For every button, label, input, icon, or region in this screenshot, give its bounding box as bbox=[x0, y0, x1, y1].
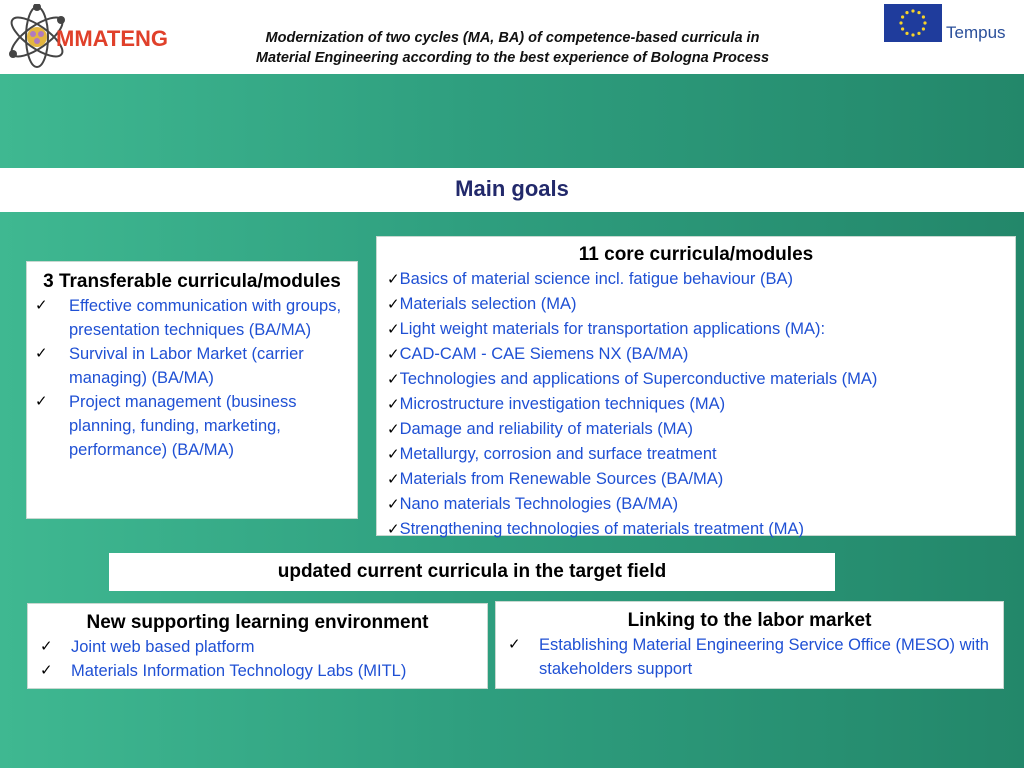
labor-market-list bbox=[496, 633, 1003, 681]
list-item: ✓ Effective communication with groups, presentation techniques (BA/MA) bbox=[27, 294, 357, 342]
check-icon: ✓ bbox=[387, 396, 400, 413]
check-icon: ✓ bbox=[387, 421, 400, 438]
check-icon: ✓ bbox=[40, 638, 53, 655]
labor-market-box bbox=[495, 601, 1004, 689]
project-title-line1: Modernization of two cycles (MA, BA) of competence-based curricula in bbox=[265, 30, 760, 46]
header-bar bbox=[0, 0, 1024, 74]
core-modules-list bbox=[377, 267, 1015, 542]
check-icon: ✓ bbox=[35, 345, 48, 362]
check-icon: ✓ bbox=[387, 496, 400, 513]
list-item: ✓ Joint web based platform bbox=[28, 635, 487, 659]
project-title-line2: Material Engineering according to the best experience of Bologna Process bbox=[255, 50, 770, 66]
check-icon: ✓ bbox=[35, 393, 48, 410]
check-icon: ✓ bbox=[387, 321, 400, 338]
check-icon: ✓ bbox=[387, 346, 400, 363]
list-item: ✓Strengthening technologies of materials treatment (MA) bbox=[387, 520, 805, 538]
updated-curricula-title: updated current curricula in the target field bbox=[277, 561, 667, 582]
supporting-environment-list bbox=[28, 635, 487, 683]
check-icon: ✓ bbox=[387, 296, 400, 313]
list-item: ✓Light weight materials for transportation applications (MA): bbox=[387, 320, 826, 338]
main-goals-title: Main goals bbox=[455, 176, 569, 201]
supporting-environment-box bbox=[27, 603, 488, 689]
list-item: ✓Technologies and applications of Superconductive materials (MA) bbox=[387, 370, 878, 388]
list-item: ✓Materials from Renewable Sources (BA/MA) bbox=[387, 470, 724, 488]
updated-curricula-bar bbox=[109, 553, 835, 591]
tempus-label: Tempus bbox=[946, 23, 1006, 42]
transferable-modules-box bbox=[26, 261, 358, 519]
check-icon: ✓ bbox=[387, 471, 400, 488]
check-icon: ✓ bbox=[387, 446, 400, 463]
list-item: ✓ Survival in Labor Market (carrier managing) (BA/MA) bbox=[27, 342, 357, 390]
list-item: ✓Damage and reliability of materials (MA) bbox=[387, 420, 694, 438]
core-modules-box bbox=[376, 236, 1016, 536]
supporting-environment-title: New supporting learning environment bbox=[86, 612, 429, 633]
check-icon: ✓ bbox=[387, 371, 400, 388]
list-item: ✓CAD-CAM - CAE Siemens NX (BA/MA) bbox=[387, 345, 689, 363]
list-item: ✓Basics of material science incl. fatigue behaviour (BA) bbox=[387, 270, 794, 288]
check-icon: ✓ bbox=[387, 521, 400, 538]
labor-market-title: Linking to the labor market bbox=[627, 610, 872, 631]
list-item: ✓ Establishing Material Engineering Service Office (MESO) with stakeholders support bbox=[496, 633, 1003, 681]
check-icon: ✓ bbox=[508, 636, 521, 653]
check-icon: ✓ bbox=[40, 662, 53, 679]
list-item: ✓Microstructure investigation techniques (MA) bbox=[387, 395, 726, 413]
list-item: ✓ Materials Information Technology Labs (MITL) bbox=[28, 659, 487, 683]
logo-text: MMATENG bbox=[56, 26, 169, 51]
check-icon: ✓ bbox=[35, 297, 48, 314]
list-item: ✓Metallurgy, corrosion and surface treatment bbox=[387, 445, 717, 463]
transferable-modules-title: 3 Transferable curricula/modules bbox=[43, 271, 341, 292]
core-modules-title: 11 core curricula/modules bbox=[578, 244, 814, 265]
project-title bbox=[190, 28, 835, 68]
list-item: ✓ Project management (business planning, funding, marketing, performance) (BA/MA) bbox=[27, 390, 357, 462]
check-icon: ✓ bbox=[387, 271, 400, 288]
transferable-modules-list bbox=[27, 294, 357, 462]
list-item: ✓Nano materials Technologies (BA/MA) bbox=[387, 495, 679, 513]
eu-flag-icon bbox=[884, 4, 942, 42]
list-item: ✓Materials selection (MA) bbox=[387, 295, 577, 313]
